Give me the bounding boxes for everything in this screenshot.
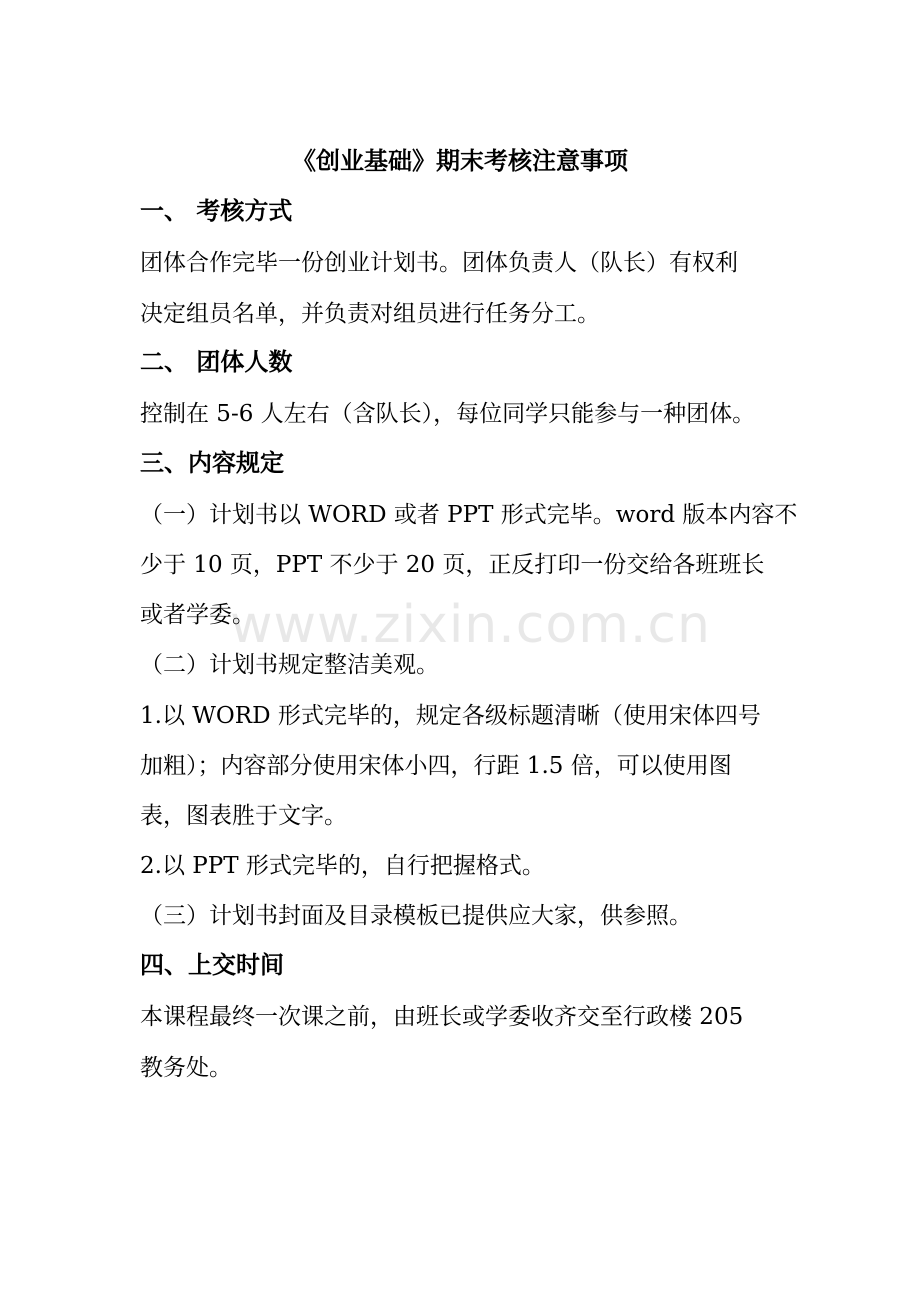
- paragraph-line: 教务处。: [140, 1055, 232, 1081]
- paragraph-line: 加粗）；内容部分使用宋体小四，行距 1.5 倍，可以使用图: [140, 753, 732, 779]
- paragraph-line: 或者学委。: [140, 602, 255, 628]
- paragraph-line: 决定组员名单，并负责对组员进行任务分工。: [140, 301, 600, 327]
- watermark: www.zixin.com.cn: [230, 595, 711, 655]
- document-title: 《创业基础》期末考核注意事项: [292, 146, 628, 175]
- paragraph-line: 少于 10 页，PPT 不少于 20 页，正反打印一份交给各班班长: [140, 552, 765, 578]
- paragraph-line: 团体合作完毕一份创业计划书。团体负责人（队长）有权利: [140, 250, 738, 276]
- paragraph-line: （三）计划书封面及目录模板已提供应大家，供参照。: [140, 903, 692, 929]
- paragraph-line: 控制在 5-6 人左右（含队长），每位同学只能参与一种团体。: [140, 401, 756, 427]
- section-heading-assessment-method: 一、 考核方式: [140, 196, 293, 225]
- paragraph-line: （一）计划书以 WORD 或者 PPT 形式完毕。word 版本内容不: [140, 502, 798, 528]
- paragraph-line: 表，图表胜于文字。: [140, 803, 347, 829]
- paragraph-line: 2.以 PPT 形式完毕的，自行把握格式。: [140, 853, 545, 879]
- paragraph-line: （二）计划书规定整洁美观。: [140, 652, 439, 678]
- paragraph-line: 1.以 WORD 形式完毕的，规定各级标题清晰（使用宋体四号: [140, 703, 761, 729]
- paragraph-line: 本课程最终一次课之前，由班长或学委收齐交至行政楼 205: [140, 1004, 744, 1030]
- section-heading-content-rules: 三、内容规定: [140, 448, 284, 477]
- section-heading-team-size: 二、 团体人数: [140, 347, 293, 376]
- section-heading-submission-time: 四、上交时间: [140, 950, 284, 979]
